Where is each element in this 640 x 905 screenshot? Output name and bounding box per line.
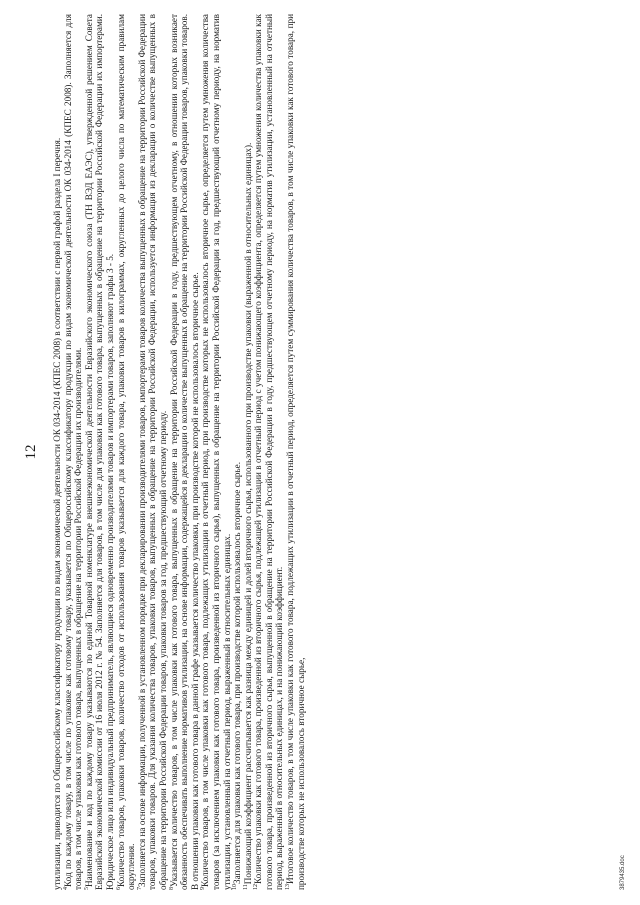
- footnote-marker: 12: [253, 884, 260, 890]
- footnote-marker: 4: [62, 887, 69, 890]
- footnote-marker: 11: [242, 884, 249, 890]
- footnote-marker: 9: [200, 887, 207, 890]
- footnote-paragraph: [243, 14, 254, 890]
- footnote-text: Понижающий коэффициент рассчитывается как разница между единицей и долей вторичного сырья, использованного при производстве упаковки (выраженной в относительных единицах).: [242, 142, 253, 885]
- footnote-paragraph: [116, 14, 137, 890]
- page-number: 12: [23, 444, 39, 460]
- rotated-page-content: [22, 14, 627, 890]
- footnote-paragraph: [253, 14, 285, 890]
- footnote-paragraph: [232, 14, 243, 890]
- footnotes-text: [52, 14, 306, 890]
- footnote-text: Заполняется на основе информации, полученной в установленном порядке при декларировании производителями товаров, импортерами товаров количества выпущенных в обращение на территории Российской Федерации товаров, упаковки товаров. Для указания количества товаров, упаковки товаров, выпущенных в обращение на территории Российской Федерации, используется информация из декларации о количестве выпущенных в обращение на территории Российской Федерации товаров, упаковки товаров за год, предшествующий отчетному периоду.: [136, 14, 168, 890]
- footnote-marker: 7: [136, 887, 143, 890]
- footnote-text: Количество упаковки как готового товара, произведенной из вторичного сырья, подлежащей утилизации в отчетный период с учетом понижающего коэффициента, определяется путем умножения количества упаковки как готового товара, произведенной из вторичного сырья, выпущенной в обращение на территории Российской Федерации в году, предшествующем отчетному периоду, на норматив утилизации, установленный на отчетный период, выраженный в относительных единицах, и на понижающий коэффициент.: [253, 14, 285, 890]
- footnote-text: Заполняется для упаковки как готового товара, при производстве которой использовалось вторичное сырье.: [232, 461, 243, 884]
- footnote-text: Количество товаров, в том числе упаковки как готового товара, подлежащих утилизации в отчетный период, при производстве которых не использовалось вторичное сырье, определяется путем умножения количества товаров (за исключением упаковки как готового товара, произведенной из вторичного сырья), выпущенных в обращение на территории Российской Федерации за год, предшествующий отчетному периоду, на норматив утилизации, установленный на отчетный период, выраженный в относительных единицах.: [200, 14, 232, 890]
- footnote-text: утилизации, приводится по Общероссийскому классификатору продукции по видам экономической деятельности ОК 034-2014 (КПЕС 2008) в соответствии с первой графой раздела I перечня.: [52, 137, 62, 890]
- footnote-paragraph: [200, 14, 232, 890]
- footnote-paragraph: [84, 14, 116, 890]
- footnote-text: Указывается количество товаров, в том числе упаковки как готового товара, выпущенных в обращение на территории Российской Федерации в году, предшествующем отчетному, в отношении которых возникает обязанность обеспечивать выполнение нормативов утилизации, на основе информации, содержащейся в декларации о количестве выпущенных в обращение на территории Российской Федерации товаров, упаковки товаров. В отношении упаковки как готового товара в данной графе указывается количество упаковки, при производстве которой не использовалось вторичное сырье.: [168, 13, 200, 890]
- document-page: [22, 14, 627, 890]
- footnote-paragraph: [52, 14, 63, 890]
- footnote-paragraph: [137, 14, 169, 890]
- footnote-text: Итоговое количество товаров, в том числе упаковки как готового товара, подлежащих утилизации в отчетный период, определяется путем суммирования количества товаров, в том числе упаковки как готового товара, при производстве которых не использовалось вторичное сырье,: [285, 14, 306, 890]
- footnote-text: Наименование и код по каждому товару указываются по единой Товарной номенклатуре внешнеэкономической деятельности Евразийского экономического союза (ТН ВЭД ЕАЭС), утвержденной решением Совета Евразийской экономической комиссии от 16 июля 2012 г. № 54. Заполняется для товаров, в том числе для упаковки как готового товара, выпущенных в обращение на территории Российской Федерации их импортерами. Юридическое лицо или индивидуальный предприниматель, являющиеся одновременно производителями товаров и импортерами товаров, заполняют графы 3 - 5.: [83, 14, 115, 890]
- footnote-text: Количество товаров, упаковки товаров, количество отходов от использования товаров указывается для каждого товара, упаковки товаров в килограммах, округленных до целого числа по математическим правилам округления.: [115, 14, 137, 890]
- footnote-marker: 8: [168, 887, 175, 890]
- footnote-marker: 10: [232, 884, 239, 890]
- footnote-paragraph: [285, 14, 306, 890]
- footnote-marker: 13: [285, 884, 291, 890]
- footnote-text: Код по каждому товару, в том числе по упаковке как готовому товару, указывается по Общероссийскому классификатору продукции по видам экономической деятельности ОК 034-2014 (КПЕС 2008). Заполняется для товаров, в том числе упаковки как готового товара, выпущенных в обращение на территории Российской Федерации их производителями.: [62, 14, 84, 890]
- document-filename: 3879435.doc: [620, 855, 626, 890]
- footnote-marker: 5: [83, 887, 90, 890]
- footnote-marker: 6: [115, 887, 122, 890]
- footnote-paragraph: [169, 14, 201, 890]
- footnote-paragraph: [63, 14, 84, 890]
